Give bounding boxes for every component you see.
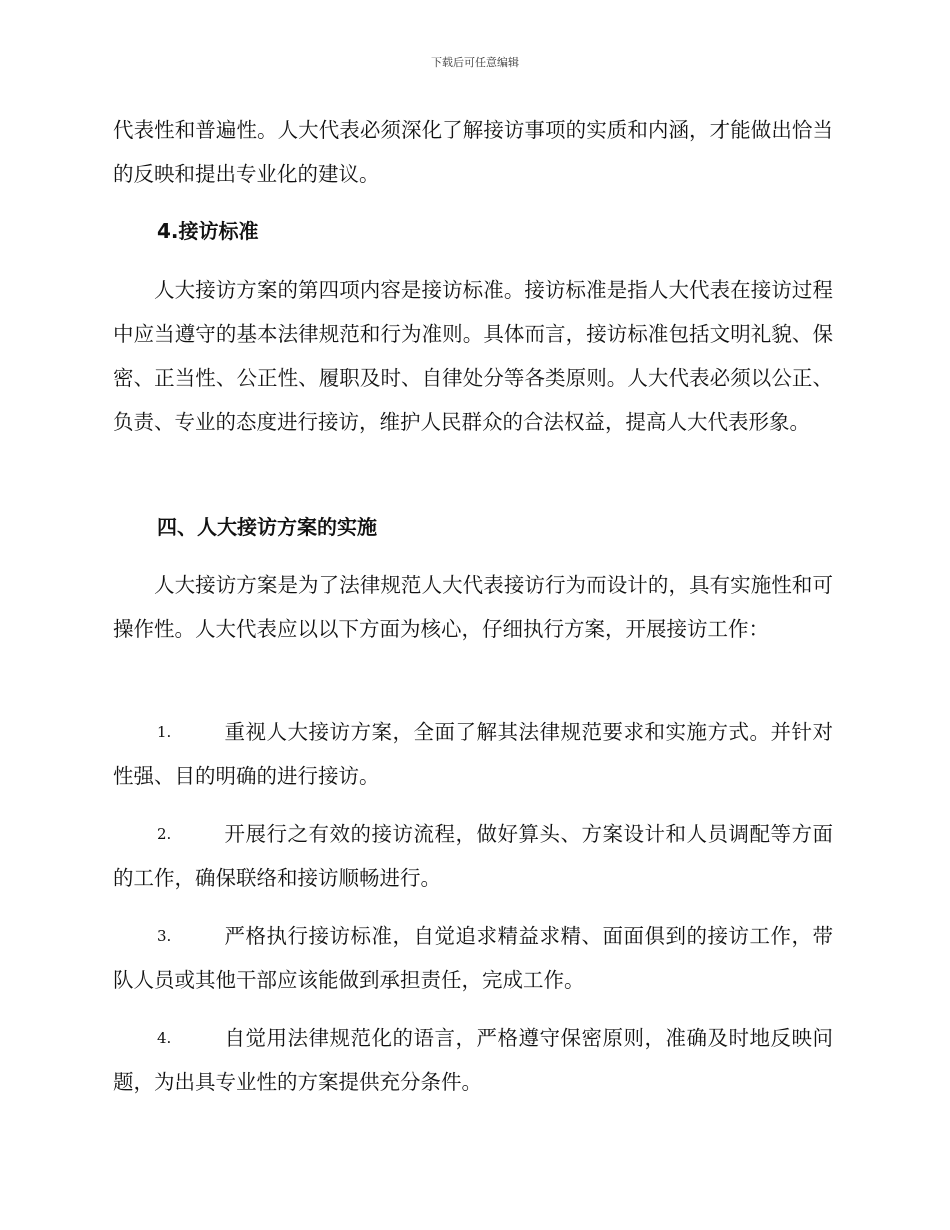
list-item (113, 710, 833, 798)
section-heading-standards: 4.接访标准 (157, 219, 259, 243)
list-item (113, 914, 833, 1002)
list-item-text: 严格执行接访标准，自觉追求精益求精、面面俱到的接访工作，带队人员或其他干部应该能做到承担责任，完成工作。 (113, 924, 833, 992)
list-item-number: 4. (157, 1029, 172, 1047)
section-heading-implementation: 四、人大接访方案的实施 (157, 515, 377, 539)
paragraph-implementation: 人大接访方案是为了法律规范人大代表接访行为而设计的，具有实施性和可操作性。人大代表应以以下方面为核心，仔细执行方案，开展接访工作： (113, 573, 833, 641)
list-item (113, 1016, 833, 1104)
list-item-number: 2. (157, 825, 172, 843)
paragraph-continuation: 代表性和普遍性。人大代表必须深化了解接访事项的实质和内涵，才能做出恰当的反映和提出专业化的建议。 (113, 118, 833, 186)
header-note: 下载后可任意编辑 (431, 56, 519, 69)
list-item-text: 重视人大接访方案，全面了解其法律规范要求和实施方式。并针对性强、目的明确的进行接访。 (113, 720, 833, 788)
paragraph-standards: 人大接访方案的第四项内容是接访标准。接访标准是指人大代表在接访过程中应当遵守的基本法律规范和行为准则。具体而言，接访标准包括文明礼貌、保密、正当性、公正性、履职及时、自律处分等各类原则。人大代表必须以公正、负责、专业的态度进行接访，维护人民群众的合法权益，提高人大代表形象。 (113, 278, 833, 434)
list-item-number: 1. (157, 723, 172, 741)
list-item-number: 3. (157, 927, 172, 945)
list-item (113, 812, 833, 900)
list-item-text: 开展行之有效的接访流程，做好算头、方案设计和人员调配等方面的工作，确保联络和接访顺畅进行。 (113, 822, 833, 890)
list-item-text: 自觉用法律规范化的语言，严格遵守保密原则，准确及时地反映问题，为出具专业性的方案提供充分条件。 (113, 1026, 833, 1094)
